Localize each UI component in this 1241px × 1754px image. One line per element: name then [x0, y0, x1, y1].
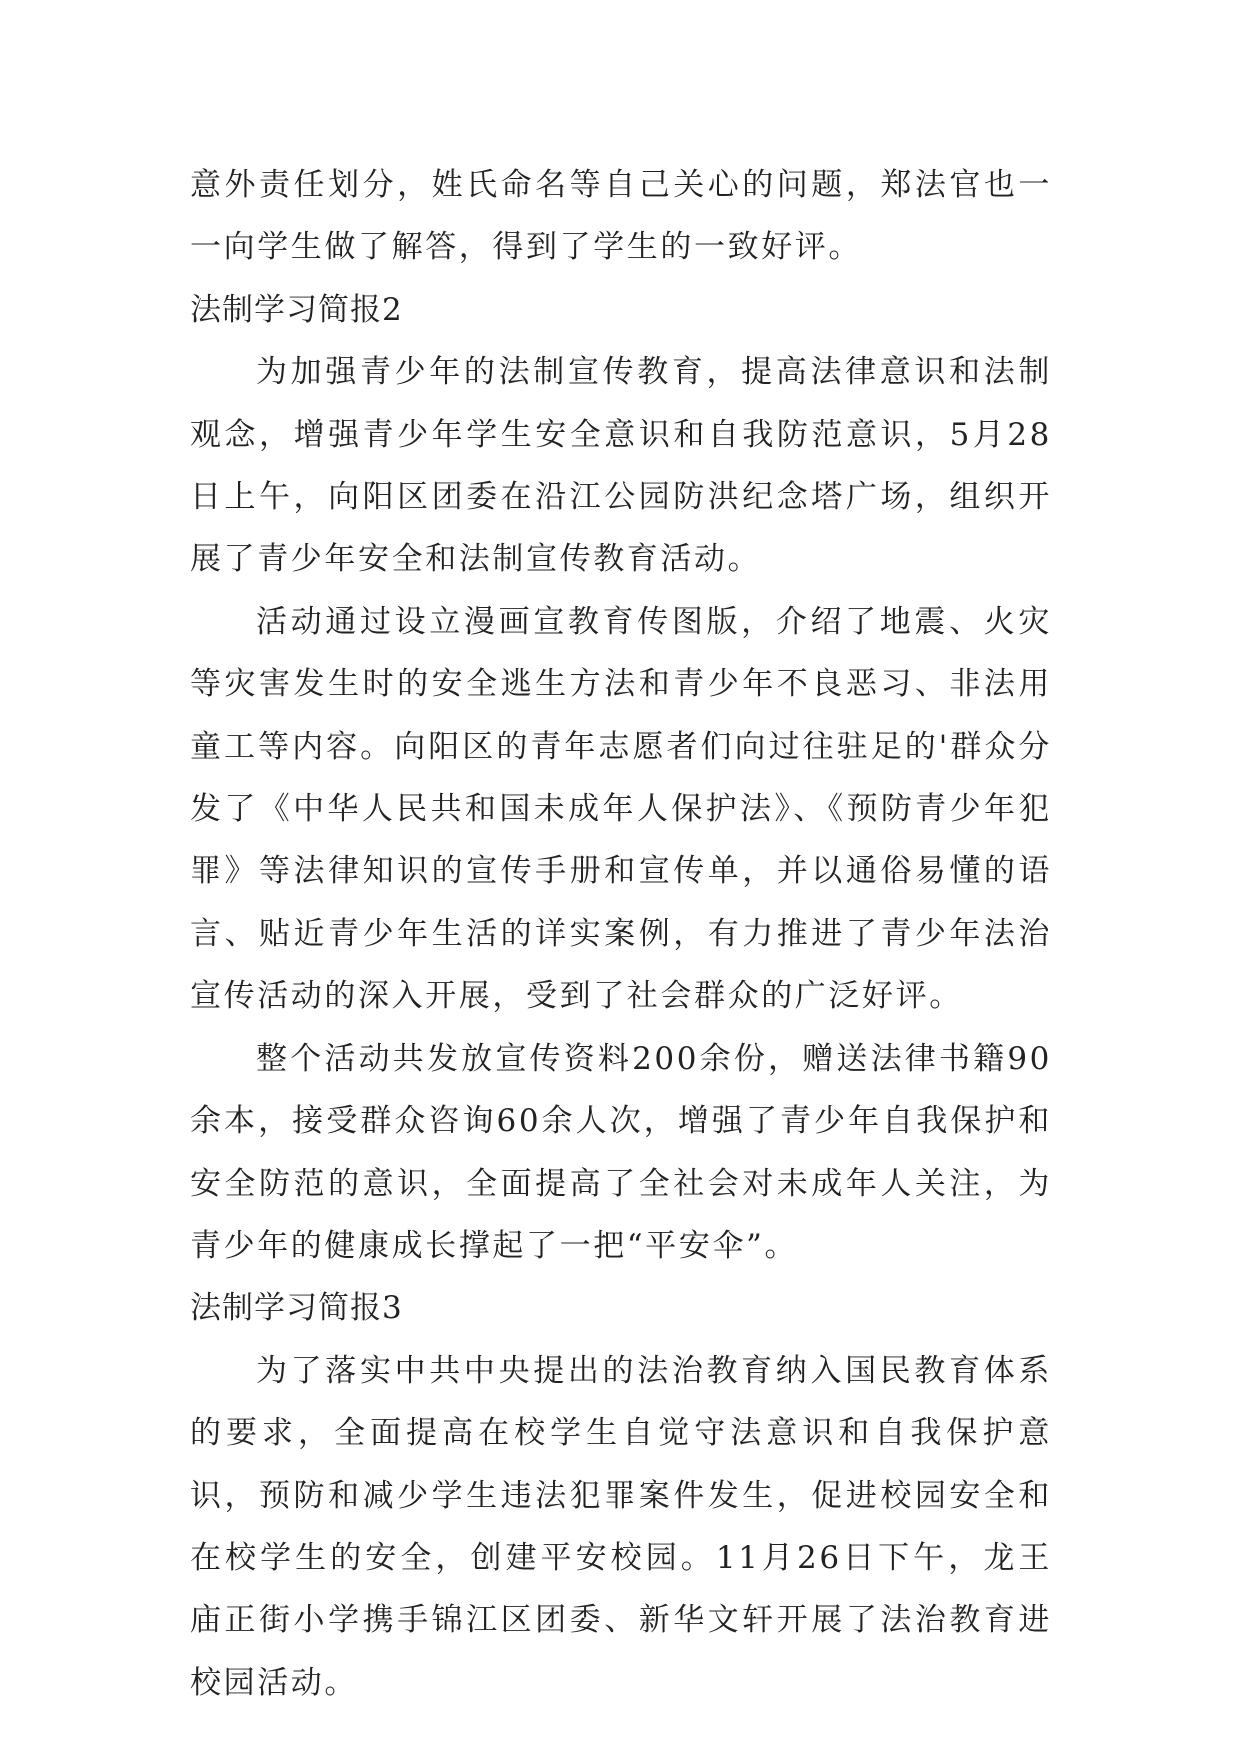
paragraph: 整个活动共发放宣传资料200余份，赠送法律书籍90余本，接受群众咨询60余人次，增强了青少年自我保护和安全防范的意识，全面提高了全社会对未成年人关注，为青少年的健康成长撑起了一把“平安伞”。 — [190, 1040, 1052, 1264]
paragraph: 为加强青少年的法制宣传教育，提高法律意识和法制观念，增强青少年学生安全意识和自我防范意识，5月28日上午，向阳区团委在沿江公园防洪纪念塔广场，组织开展了青少年安全和法制宣传教育活动。 — [190, 354, 1052, 578]
section-heading-3: 法制学习简报3 — [190, 1290, 403, 1327]
paragraph: 为了落实中共中央提出的法治教育纳入国民教育体系的要求，全面提高在校学生自觉守法意识和自我保护意识，预防和减少学生违法犯罪案件发生，促进校园安全和在校学生的安全，创建平安校园。11月26日下午，龙王庙正街小学携手锦江区团委、新华文轩开展了法治教育进校园活动。 — [190, 1352, 1052, 1701]
paragraph-continuation: 意外责任划分，姓氏命名等自己关心的问题，郑法官也一一向学生做了解答，得到了学生的一致好评。 — [190, 167, 1052, 266]
section-heading-2: 法制学习简报2 — [190, 291, 403, 328]
paragraph: 活动通过设立漫画宣教育传图版，介绍了地震、火灾等灾害发生时的安全逃生方法和青少年不良恶习、非法用童工等内容。向阳区的青年志愿者们向过往驻足的'群众分发了《中华人民共和国未成年人保护法》、《预防青少年犯罪》等法律知识的宣传手册和宣传单，并以通俗易懂的语言、贴近青少年生活的详实案例，有力推进了青少年法治宣传活动的深入开展，受到了社会群众的广泛好评。 — [190, 603, 1052, 1015]
document-body — [190, 154, 1052, 1714]
